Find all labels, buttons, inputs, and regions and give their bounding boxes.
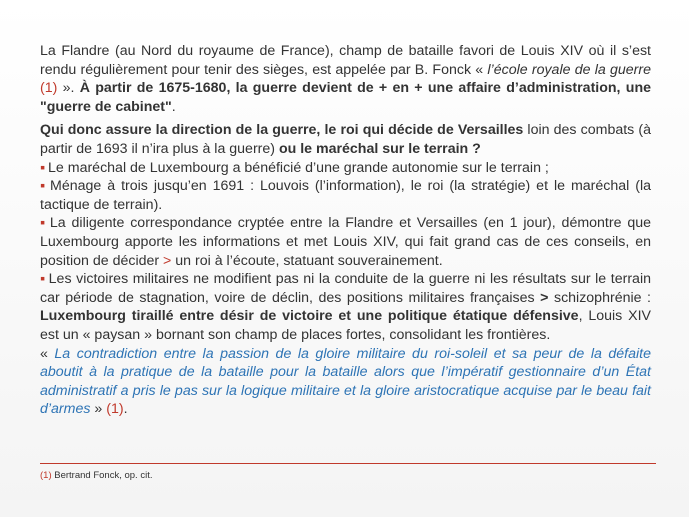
footnote-ref-2[interactable]: (1) xyxy=(106,401,124,418)
footnote-number: (1) xyxy=(40,470,52,481)
intro-close: ». xyxy=(57,80,80,97)
bullet-icon: ▪ xyxy=(40,159,46,176)
footnote-ref-1[interactable]: (1) xyxy=(40,80,58,97)
footnote-divider xyxy=(40,463,656,464)
item-text: Les victoires militaires ne modifient pas ni la conduite de la guerre ni les résultats sur le terrain car période de stagnation, voire de déclin, des positions militaires françaises xyxy=(40,271,651,306)
list-item xyxy=(40,214,651,270)
intro-bold: À partir de 1675-1680, la guerre devient de + en + une affaire d’administration, une "guerre de cabinet" xyxy=(40,80,651,115)
item-text: Ménage à trois jusqu’en 1691 : Louvois (l’information), le roi (la stratégie) et le maréchal (la tactique de terrain). xyxy=(40,178,652,213)
question-paragraph xyxy=(40,121,651,158)
item-text: Le maréchal de Luxembourg a bénéficié d’une grande autonomie sur le terrain ; xyxy=(48,159,549,176)
question-text: loin des combats (à partir de 1693 il n’ira plus à la guerre) xyxy=(40,122,651,157)
slide-body xyxy=(40,42,651,419)
quote-open: « xyxy=(40,345,55,362)
bullet-icon: ▪ xyxy=(40,271,46,288)
footnote-text: Bertrand Fonck, op. cit. xyxy=(51,470,153,481)
quote-close: » xyxy=(90,401,107,418)
list-item xyxy=(40,159,651,178)
question-bold-1: Qui donc assure la direction de la guerre, le roi qui décide de Versailles xyxy=(40,122,524,139)
arrow-icon: > xyxy=(540,289,549,306)
item-text-end: , Louis XIV est un « paysan » bornant son champ de places fortes, consolidant les frontières. xyxy=(40,308,651,343)
arrow-icon: > xyxy=(163,252,172,269)
item-bold: Luxembourg tiraillé entre désir de victoire et une politique étatique défensive xyxy=(40,308,579,325)
quote-text: La contradiction entre la passion de la gloire militaire du roi-soleil et sa peur de la défaite aboutit à la pratique de la bataille pour la bataille alors que l’impératif gestionnaire d’un État administratif a pris le pas sur la logique militaire et la gloire aristocratique acquise par le beau fait d’armes xyxy=(40,345,651,418)
intro-text: La Flandre (au Nord du royaume de France), champ de bataille favori de Louis XIV où il s’est rendu régulièrement pour tenir des sièges, est appelée par B. Fonck « xyxy=(40,43,651,78)
intro-paragraph xyxy=(40,42,651,116)
bullet-icon: ▪ xyxy=(40,215,47,232)
item-text-end: un roi à l’écoute, statuant souverainement. xyxy=(171,252,443,269)
question-bold-2: ou le maréchal sur le terrain ? xyxy=(278,140,481,157)
bullet-icon: ▪ xyxy=(40,178,48,195)
item-text-mid: schizophrénie : xyxy=(548,289,651,306)
list-item xyxy=(40,270,651,344)
closing-quote xyxy=(40,345,651,419)
footnote xyxy=(40,470,152,482)
item-text: La diligente correspondance cryptée entre la Flandre et Versailles (en 1 jour), démontre que Luxembourg apporte les informations et met Louis XIV, qui fait grand cas de ces conseils, en position de décider xyxy=(40,215,651,269)
intro-quote: l’école royale de la guerre xyxy=(487,61,651,78)
list-item xyxy=(40,177,651,214)
quote-end: . xyxy=(123,401,128,418)
intro-end: . xyxy=(171,98,176,115)
